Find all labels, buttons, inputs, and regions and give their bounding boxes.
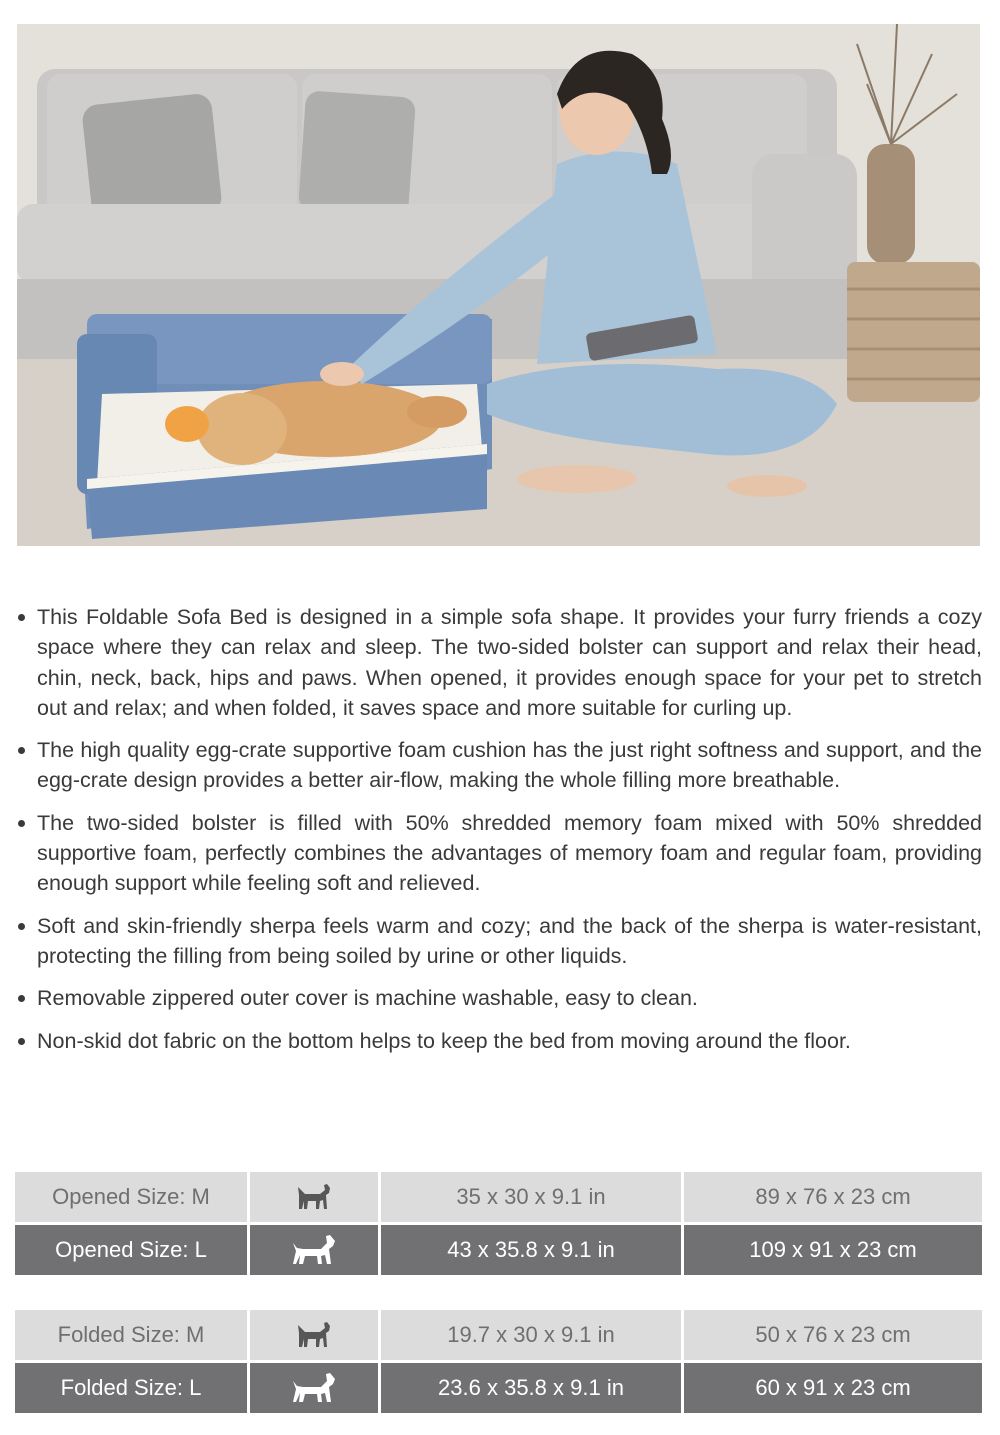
bullet-icon — [18, 923, 25, 930]
size-cm: 50 x 76 x 23 cm — [684, 1310, 982, 1360]
table-row — [15, 1222, 982, 1275]
size-inches: 35 x 30 x 9.1 in — [381, 1172, 681, 1222]
list-item — [17, 735, 982, 796]
dog-icon-cell — [250, 1360, 378, 1413]
size-cm: 89 x 76 x 23 cm — [684, 1172, 982, 1222]
list-item — [17, 602, 982, 723]
dog-icon-cell — [250, 1310, 378, 1360]
size-inches: 43 x 35.8 x 9.1 in — [381, 1222, 681, 1275]
feature-text: This Foldable Sofa Bed is designed in a simple sofa shape. It provides your furry friends a cozy space where they can relax and sleep. The two-sided bolster can support and relax their head, chin, neck, back, hips and paws. When opened, it provides enough space for your pet to stretch out and relax; and when folded, it saves space and more suitable for curling up. — [37, 605, 982, 720]
size-inches: 19.7 x 30 x 9.1 in — [381, 1310, 681, 1360]
table-row — [15, 1310, 982, 1360]
size-label: Folded Size: L — [15, 1360, 247, 1413]
list-item — [17, 1026, 982, 1056]
feature-text: Removable zippered outer cover is machine washable, easy to clean. — [37, 986, 698, 1011]
feature-text: The high quality egg-crate supportive foam cushion has the just right softness and support, and the egg-crate design provides a better air-flow, making the whole filling more breathable. — [37, 738, 982, 793]
size-label: Opened Size: L — [15, 1222, 247, 1275]
bullet-icon — [18, 614, 25, 621]
feature-list — [17, 602, 982, 1068]
list-item — [17, 911, 982, 972]
folded-size-table — [12, 1310, 985, 1413]
size-label: Folded Size: M — [15, 1310, 247, 1360]
size-inches: 23.6 x 35.8 x 9.1 in — [381, 1360, 681, 1413]
list-item — [17, 808, 982, 899]
feature-text: Soft and skin-friendly sherpa feels warm and cozy; and the back of the sherpa is water-resistant, protecting the filling from being soiled by urine or other liquids. — [37, 913, 982, 968]
bullet-icon — [18, 747, 25, 754]
bullet-icon — [18, 995, 25, 1002]
dog-icon — [291, 1233, 337, 1267]
size-label: Opened Size: M — [15, 1172, 247, 1222]
hero-illustration — [17, 24, 980, 546]
opened-size-table — [12, 1172, 985, 1275]
feature-text: The two-sided bolster is filled with 50% shredded memory foam mixed with 50% shredded supportive foam, perfectly combines the advantages of memory foam and regular foam, providing enough support while feeling soft and relieved. — [37, 810, 982, 896]
bullet-icon — [18, 820, 25, 827]
list-item — [17, 983, 982, 1013]
bullet-icon — [18, 1038, 25, 1045]
feature-text: Non-skid dot fabric on the bottom helps to keep the bed from moving around the floor. — [37, 1028, 851, 1053]
hero-product-photo — [17, 24, 980, 546]
dog-icon-cell — [250, 1222, 378, 1275]
table-row — [15, 1360, 982, 1413]
dog-icon-cell — [250, 1172, 378, 1222]
table-row — [15, 1172, 982, 1222]
dog-icon — [296, 1319, 332, 1351]
size-cm: 60 x 91 x 23 cm — [684, 1360, 982, 1413]
size-cm: 109 x 91 x 23 cm — [684, 1222, 982, 1275]
dog-icon — [291, 1371, 337, 1405]
dog-icon — [296, 1181, 332, 1213]
